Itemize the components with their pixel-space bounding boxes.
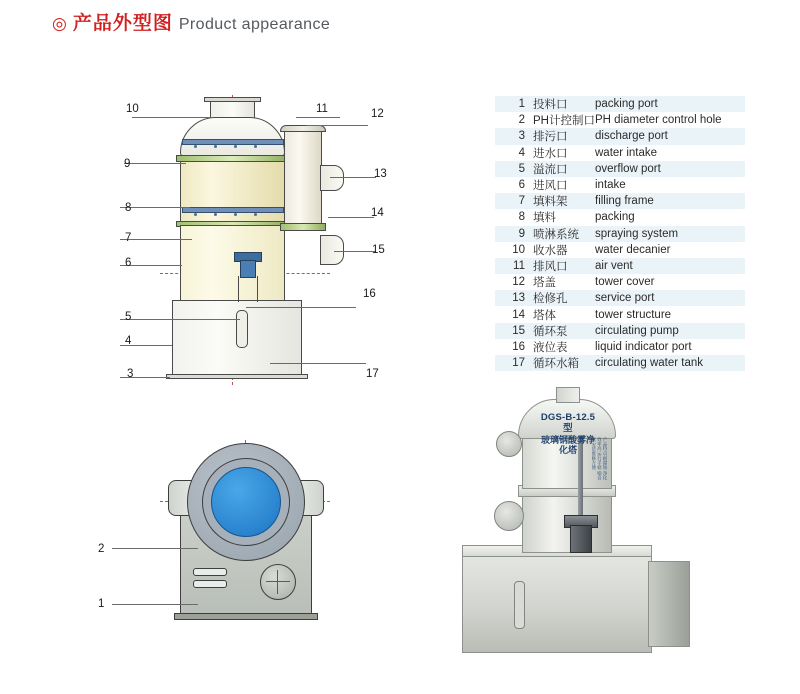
leader-line xyxy=(328,217,374,218)
leader-line xyxy=(112,548,198,549)
air-intake-duct xyxy=(284,131,322,226)
legend-row xyxy=(495,209,745,225)
ph-control-valve xyxy=(260,564,296,600)
callout-2: 2 xyxy=(98,543,105,555)
legend-number: 6 xyxy=(518,179,525,192)
callout-3: 3 xyxy=(127,368,134,380)
legend-label-cn: 循环水箱 xyxy=(533,358,579,371)
legend-label-cn: 循环泵 xyxy=(533,325,568,338)
legend-label-en: spraying system xyxy=(595,227,679,240)
legend-label-en: air vent xyxy=(595,259,633,272)
legend-row xyxy=(495,177,745,193)
legend-label-en: tower structure xyxy=(595,308,672,321)
tank-base xyxy=(174,613,318,620)
photo-circulating-pump xyxy=(570,525,592,553)
legend-number: 4 xyxy=(518,146,525,159)
legend-number: 7 xyxy=(518,195,525,208)
legend-number: 2 xyxy=(518,114,525,127)
leader-line xyxy=(124,163,186,164)
photo-tank-side xyxy=(648,561,690,647)
valve-cross-horizontal xyxy=(266,581,290,582)
legend-label-cn: 喷淋系统 xyxy=(533,228,579,241)
product-photo xyxy=(452,385,752,660)
photo-service-port-upper xyxy=(496,431,522,457)
page-title xyxy=(52,8,330,35)
legend-label-cn: 投料口 xyxy=(533,99,568,112)
leader-line xyxy=(120,319,240,320)
legend-row xyxy=(495,339,745,355)
legend-number: 3 xyxy=(518,130,525,143)
legend-number: 13 xyxy=(512,292,525,305)
legend-label-cn: 进水口 xyxy=(533,147,568,160)
leader-line xyxy=(330,177,376,178)
intake-flange xyxy=(320,235,344,265)
legend-label-en: circulating water tank xyxy=(595,357,704,370)
legend-number: 15 xyxy=(512,324,525,337)
leader-line xyxy=(306,125,368,126)
legend-label-en: filling frame xyxy=(595,195,654,208)
valve-cross-vertical xyxy=(277,570,278,594)
legend-row xyxy=(495,323,745,339)
spray-nozzle xyxy=(214,213,217,216)
service-port xyxy=(320,165,344,191)
legend-number: 1 xyxy=(518,98,525,111)
legend-table xyxy=(495,96,745,371)
legend-label-cn: 收水器 xyxy=(533,244,568,257)
callout-8: 8 xyxy=(125,202,132,214)
callout-1: 1 xyxy=(98,598,105,610)
legend-label-en: liquid indicator port xyxy=(595,340,692,353)
legend-label-en: packing port xyxy=(595,98,658,111)
callout-10: 10 xyxy=(126,103,139,115)
legend-number: 9 xyxy=(518,227,525,240)
photo-water-tank xyxy=(462,553,652,653)
legend-row xyxy=(495,242,745,258)
spray-header-lower xyxy=(182,207,284,213)
spray-nozzle xyxy=(234,213,237,216)
callout-6: 6 xyxy=(125,257,132,269)
legend-row xyxy=(495,193,745,209)
callout-16: 16 xyxy=(363,288,376,300)
photo-model-line1: DGS-B-12.5型 xyxy=(540,412,596,434)
spray-nozzle xyxy=(254,145,257,148)
legend-label-en: circulating pump xyxy=(595,324,679,337)
legend-row xyxy=(495,226,745,242)
spray-nozzle xyxy=(234,145,237,148)
legend-row xyxy=(495,274,745,290)
legend-number: 12 xyxy=(512,276,525,289)
legend-label-cn: PH计控制口 xyxy=(533,115,595,128)
legend-label-en: water intake xyxy=(595,146,658,159)
legend-label-en: intake xyxy=(595,179,626,192)
callout-11: 11 xyxy=(316,103,328,115)
legend-label-cn: 塔盖 xyxy=(533,277,556,290)
legend-number: 16 xyxy=(512,340,525,353)
callout-4: 4 xyxy=(125,335,132,347)
legend-label-cn: 排风口 xyxy=(533,260,568,273)
legend-number: 17 xyxy=(512,357,525,370)
legend-number: 14 xyxy=(512,308,525,321)
front-view-drawing xyxy=(160,440,330,620)
legend-row xyxy=(495,145,745,161)
photo-side-text: 产品特点:耐腐蚀 净化效率高 运行平稳 噪音低 安装维修方便 xyxy=(592,437,608,481)
legend-label-en: tower cover xyxy=(595,276,655,289)
tower-inner-opening xyxy=(211,467,281,537)
pump-access-slot xyxy=(193,568,227,576)
page-title-cn: 产品外型图 xyxy=(72,13,173,34)
air-duct-bottom-flange xyxy=(280,223,326,231)
legend-label-en: water decanier xyxy=(595,243,671,256)
photo-service-port-lower xyxy=(494,501,524,531)
tower-packing-section-lower xyxy=(180,225,285,303)
callout-5: 5 xyxy=(125,311,132,323)
liquid-level-gauge xyxy=(236,310,248,348)
callout-9: 9 xyxy=(124,158,131,170)
page-title-en: Product appearance xyxy=(178,16,331,33)
photo-air-vent xyxy=(556,387,580,403)
legend-label-cn: 排污口 xyxy=(533,131,568,144)
legend-label-cn: 塔体 xyxy=(533,309,556,322)
legend-label-cn: 填料架 xyxy=(533,196,568,209)
legend-label-en: PH diameter control hole xyxy=(595,114,722,127)
leader-line xyxy=(334,251,376,252)
legend-label-en: service port xyxy=(595,292,655,305)
legend-label-cn: 液位表 xyxy=(533,341,568,354)
legend-number: 8 xyxy=(518,211,525,224)
legend-label-en: overflow port xyxy=(595,162,661,175)
packing-port xyxy=(193,580,227,588)
legend-row xyxy=(495,112,745,128)
spray-nozzle xyxy=(254,213,257,216)
tower-cover-dome xyxy=(180,117,285,157)
legend-label-cn: 填料 xyxy=(533,212,556,225)
legend-number: 10 xyxy=(512,243,525,256)
legend-label-en: packing xyxy=(595,211,635,224)
callout-14: 14 xyxy=(371,207,384,219)
photo-model-line2: 玻璃钢酸雾净化塔 xyxy=(540,434,595,456)
photo-liquid-gauge xyxy=(514,581,525,629)
leader-line xyxy=(132,117,212,118)
legend-number: 11 xyxy=(513,259,525,272)
legend-row xyxy=(495,290,745,306)
legend-number: 5 xyxy=(518,162,525,175)
legend-row xyxy=(495,128,745,144)
photo-model-label xyxy=(538,413,598,456)
leader-line xyxy=(270,363,366,364)
leader-line xyxy=(112,604,198,605)
legend-label-en: discharge port xyxy=(595,130,668,143)
leader-line xyxy=(246,307,356,308)
section-view-drawing xyxy=(120,95,410,385)
spray-nozzle xyxy=(214,145,217,148)
legend-label-cn: 进风口 xyxy=(533,180,568,193)
spray-nozzle xyxy=(194,145,197,148)
callout-13: 13 xyxy=(374,168,387,180)
legend-row xyxy=(495,258,745,274)
leader-line xyxy=(296,117,340,118)
callout-12: 12 xyxy=(371,108,384,120)
legend-row xyxy=(495,306,745,322)
legend-row xyxy=(495,161,745,177)
legend-row xyxy=(495,96,745,112)
callout-7: 7 xyxy=(125,232,132,244)
pump-stand xyxy=(238,276,258,302)
legend-label-cn: 溢流口 xyxy=(533,163,568,176)
callout-15: 15 xyxy=(372,244,385,256)
spray-header-upper xyxy=(182,139,284,145)
legend-row xyxy=(495,355,745,371)
callout-17: 17 xyxy=(366,368,379,380)
legend-label-cn: 检修孔 xyxy=(533,293,568,306)
spray-nozzle xyxy=(194,213,197,216)
tank-base xyxy=(166,374,308,379)
bullet-icon: ◎ xyxy=(52,14,67,33)
